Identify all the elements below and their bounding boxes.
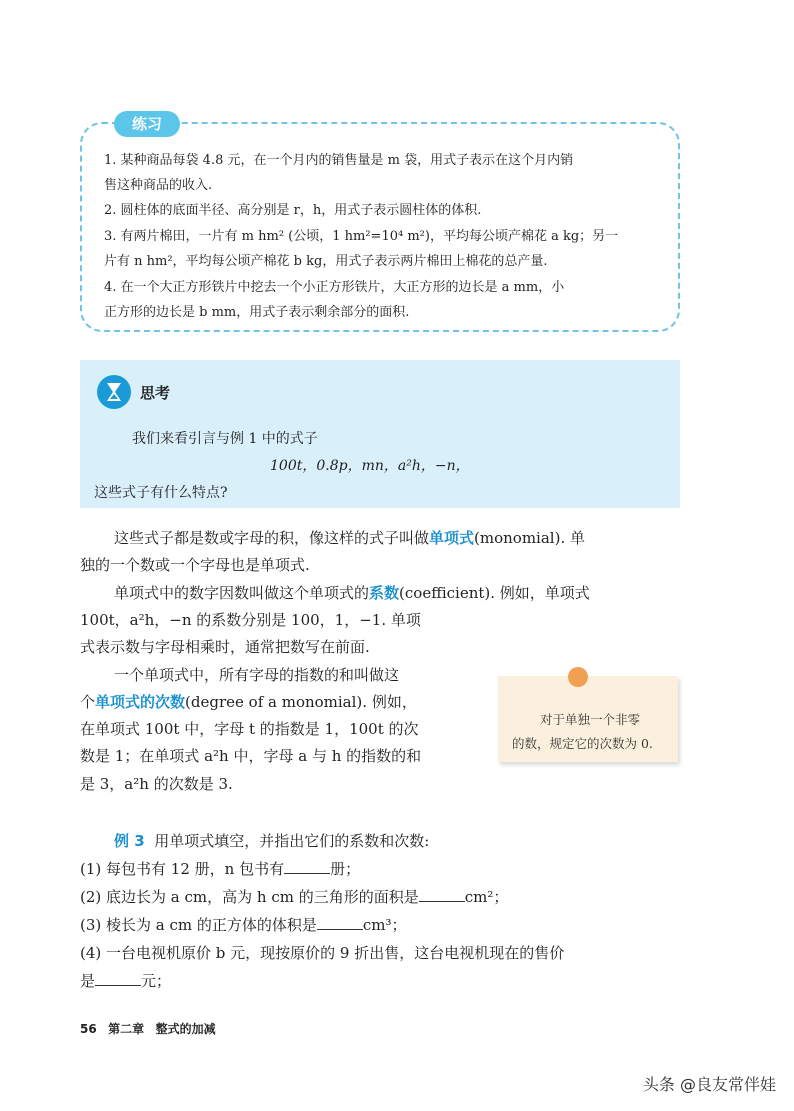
- exercise-line-5: 片有 n hm²，平均每公顷产棉花 b kg，用式子表示两片棉田上棉花的总产量.: [104, 254, 548, 269]
- keyword-degree: 单项式的次数: [95, 693, 186, 711]
- body-p3-line5: 是 3，a²h 的次数是 3.: [80, 775, 233, 793]
- example3-label: 例 3: [114, 832, 145, 850]
- chapter-title: 整式的加减: [155, 1022, 216, 1036]
- answer-blank-4[interactable]: [95, 971, 141, 986]
- keyword-coefficient: 系数: [369, 584, 400, 602]
- body-p2-line2: 100t，a²h，−n 的系数分别是 100，1，−1. 单项: [80, 611, 421, 629]
- exercise-line-3: 2. 圆柱体的底面半径、高分别是 r，h，用式子表示圆柱体的体积.: [104, 203, 482, 218]
- body-p2-line3: 式表示数与字母相乘时，通常把数写在前面.: [80, 638, 370, 656]
- think-formula: 100t，0.8p，mn，a²h，−n，: [270, 458, 470, 474]
- think-title: 思考: [140, 384, 171, 402]
- pushpin-icon: [568, 667, 588, 687]
- answer-blank-1[interactable]: [284, 859, 330, 874]
- body-p3-line1: 一个单项式中，所有字母的指数的和叫做这: [114, 666, 400, 684]
- example3-q4-line1: (4) 一台电视机原价 b 元，现按原价的 9 折出售，这台电视机现在的售价: [80, 944, 565, 962]
- think-line-3: 这些式子有什么特点?: [94, 485, 228, 501]
- body-p3-line2: 个单项式的次数(degree of a monomial). 例如，: [80, 693, 417, 711]
- body-p2-line1: 单项式中的数字因数叫做这个单项式的系数(coefficient). 例如，单项式: [114, 584, 590, 602]
- exercise-tag: 练习: [114, 111, 180, 137]
- exercise-line-7: 正方形的边长是 b mm，用式子表示剩余部分的面积.: [104, 305, 410, 320]
- exercise-line-1: 1. 某种商品每袋 4.8 元，在一个月内的销售量是 m 袋，用式子表示在这个月内销: [104, 153, 574, 168]
- body-p1-line1: 这些式子都是数或字母的积，像这样的式子叫做单项式(monomial). 单: [114, 529, 585, 547]
- exercise-line-6: 4. 在一个大正方形铁片中挖去一个小正方形铁片，大正方形的边长是 a mm，小: [104, 280, 565, 295]
- example3-q2: (2) 底边长为 a cm，高为 h cm 的三角形的面积是 cm²；: [80, 888, 509, 906]
- exercise-line-2: 售这种商品的收入.: [104, 178, 213, 193]
- chapter-label: 第二章: [108, 1022, 145, 1036]
- body-p3-line3: 在单项式 100t 中，字母 t 的指数是 1，100t 的次: [80, 720, 419, 738]
- example3-q3: (3) 棱长为 a cm 的正方体的体积是 cm³；: [80, 916, 407, 934]
- answer-blank-2[interactable]: [419, 887, 465, 902]
- hourglass-icon: [96, 374, 132, 410]
- think-line-1: 我们来看引言与例 1 中的式子: [132, 431, 318, 447]
- body-p3-line4: 数是 1；在单项式 a²h 中，字母 a 与 h 的指数的和: [80, 747, 422, 765]
- keyword-monomial: 单项式: [429, 529, 475, 547]
- example3-q4-line2: 是 元；: [80, 972, 172, 990]
- page-number: 56: [80, 1022, 97, 1036]
- body-p1-line2: 独的一个数或一个字母也是单项式.: [80, 556, 310, 574]
- exercise-line-4: 3. 有两片棉田，一片有 m hm² (公顷，1 hm²=10⁴ m²)，平均每公顷产棉花 a kg；另一: [104, 229, 619, 244]
- note-line-1: 对于单独一个非零: [540, 712, 641, 727]
- example3-heading: 例 3 用单项式填空，并指出它们的系数和次数:: [114, 832, 430, 850]
- note-line-2: 的数，规定它的次数为 0.: [512, 736, 653, 751]
- watermark-text: 头条 @良友常伴娃: [642, 1075, 776, 1094]
- page-footer: [80, 1020, 216, 1037]
- example3-q1: (1) 每包书有 12 册，n 包书有 册；: [80, 860, 361, 878]
- answer-blank-3[interactable]: [317, 915, 363, 930]
